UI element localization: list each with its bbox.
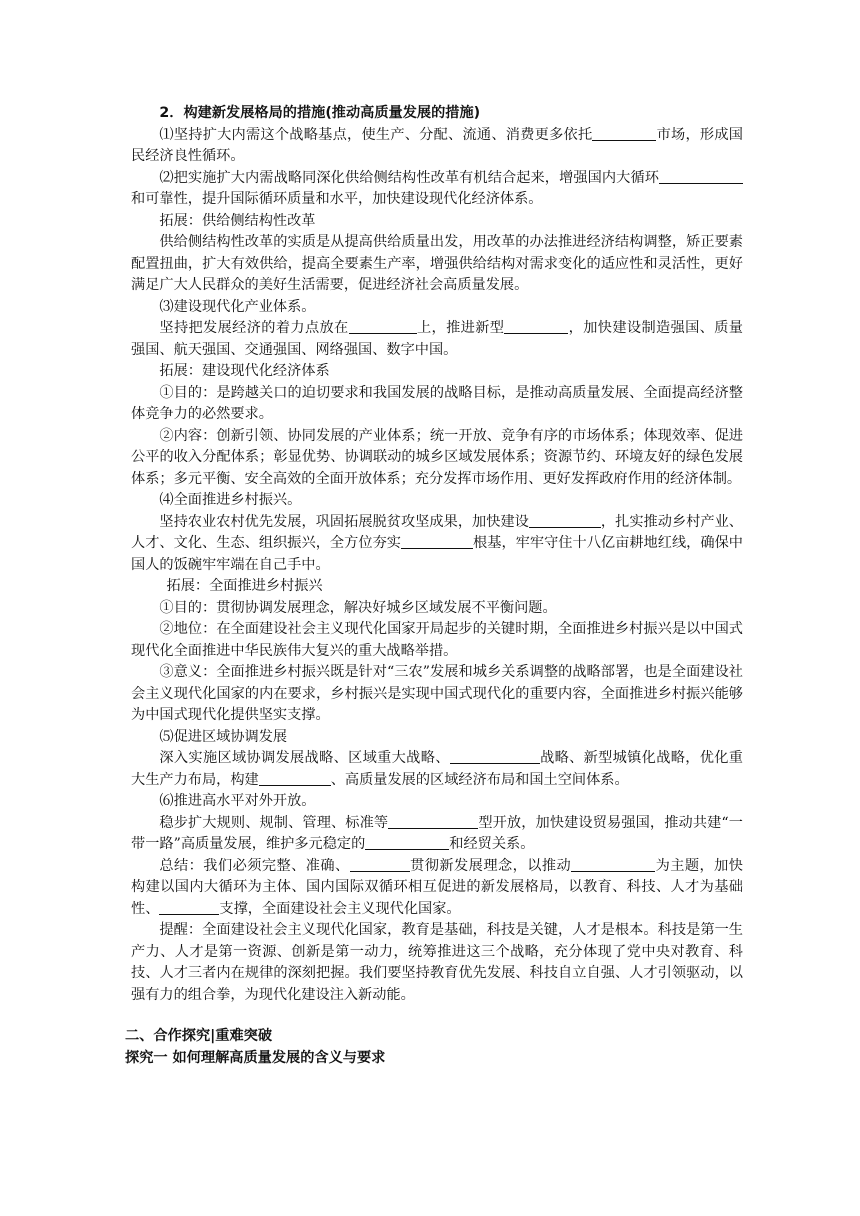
extension-title: 拓展：建设现代化经济体系 (159, 363, 330, 379)
measure-3-title: ⑶建设现代化产业体系。 (159, 298, 316, 315)
summary: 总结：我们必须完整、准确、 贯彻新发展理念，以推动 为主题，加快构建以国内大循环为主体、国内国际双循环相互促进的新发展格局，以教育、科技、人才为基础性、 支撑，全面建设社会主义现代化国家。 (131, 857, 743, 917)
extension-item: ①目的：是跨越关口的迫切要求和我国发展的战略目标，是推动高质量发展、全面提高经济整体竞争力的必然要求。 (131, 384, 743, 422)
document-body (125, 103, 743, 1069)
extension-title: 拓展：供给侧结构性改革 (159, 212, 316, 229)
measure-4-body: 坚持农业农村优先发展，巩固拓展脱贫攻坚成果，加快建设 ，扎实推动乡村产业、人才、文化、生态、组织振兴，全方位夯实 根基，牢牢守住十八亿亩耕地红线，确保中国人的饭碗牢牢端在自己手中。 (131, 513, 743, 573)
measure-5-title: ⑸促进区域协调发展 (159, 728, 288, 745)
fill-blank[interactable] (388, 813, 478, 828)
fill-blank[interactable] (259, 770, 331, 785)
fill-blank[interactable] (504, 319, 568, 334)
measure-6-title: ⑹推进高水平对外开放。 (159, 793, 316, 809)
fill-blank[interactable] (159, 899, 219, 914)
fill-blank[interactable] (571, 856, 655, 871)
part-heading: 二、合作探究|重难突破 (125, 1028, 273, 1044)
section-title: 2．构建新发展格局的措施(推动高质量发展的措施) (159, 105, 481, 121)
fill-blank[interactable] (592, 125, 656, 140)
fill-blank[interactable] (450, 749, 540, 764)
measure-6-body: 稳步扩大规则、规制、管理、标准等 型开放，加快建设贸易强国，推动共建“一带一路”高质量发展，维护多元稳定的 和经贸关系。 (131, 814, 743, 852)
extension-body: 供给侧结构性改革的实质是从提高供给质量出发，用改革的办法推进经济结构调整，矫正要素配置扭曲，扩大有效供给，提高全要素生产率，增强供给结构对需求变化的适应性和灵活性，更好满足广大人民群众的美好生活需要，促进经济社会高质量发展。 (131, 234, 743, 293)
explore-heading: 探究一 如何理解高质量发展的含义与要求 (125, 1049, 386, 1066)
extension-item: ②内容：创新引领、协同发展的产业体系；统一开放、竞争有序的市场体系；体现效率、促进公平的收入分配体系；彰显优势、协调联动的城乡区域发展体系；资源节约、环境友好的绿色发展体系；多元平衡、安全高效的全面开放体系；充分发挥市场作用、更好发挥政府作用的经济体制。 (131, 427, 743, 487)
measure-2: ⑵把实施扩大内需战略同深化供给侧结构性改革有机结合起来，增强国内大循环和可靠性，提升国际循环质量和水平，加快建设现代化经济体系。 (131, 168, 743, 211)
extension-title: 拓展：全面推进乡村振兴 (166, 578, 323, 594)
measure-1: ⑴坚持扩大内需这个战略基点，使生产、分配、流通、消费更多依托 市场，形成国民经济良性循环。 (131, 126, 743, 164)
measure-3-body: 坚持把发展经济的着力点放在 上，推进新型 ，加快建设制造强国、质量强国、航天强国、交通强国、网络强国、数字中国。 (131, 320, 743, 358)
fill-blank[interactable] (529, 512, 601, 527)
fill-blank[interactable] (401, 534, 473, 549)
fill-blank[interactable] (349, 319, 417, 334)
fill-blank[interactable] (365, 835, 449, 850)
reminder: 提醒：全面建设社会主义现代化国家，教育是基础，科技是关键，人才是根本。科技是第一生产力、人才是第一资源、创新是第一动力，统筹推进这三个战略，充分体现了党中央对教育、科技、人才三者内在规律的深刻把握。我们要坚持教育优先发展、科技自立自强、人才引领驱动，以强有力的组合拳，为现代化建设注入新动能。 (131, 922, 743, 1003)
extension-item: ①目的：贯彻协调发展理念，解决好城乡区域发展不平衡问题。 (159, 599, 557, 616)
extension-item: ②地位：在全面建设社会主义现代化国家开局起步的关键时期，全面推进乡村振兴是以中国式现代化全面推进中华民族伟大复兴的重大战略举措。 (131, 621, 743, 659)
fill-blank[interactable] (659, 168, 743, 183)
fill-blank[interactable] (350, 856, 410, 871)
measure-4-title: ⑷全面推进乡村振兴。 (159, 492, 302, 508)
measure-5-body: 深入实施区域协调发展战略、区域重大战略、 战略、新型城镇化战略，优化重大生产力布局，构建 、高质量发展的区域经济布局和国土空间体系。 (131, 750, 743, 788)
extension-item: ③意义：全面推进乡村振兴既是针对“三农”发展和城乡关系调整的战略部署，也是全面建设社会主义现代化国家的内在要求，乡村振兴是实现中国式现代化的重要内容，全面推进乡村振兴能够为中国式现代化提供坚实支撑。 (131, 664, 743, 723)
